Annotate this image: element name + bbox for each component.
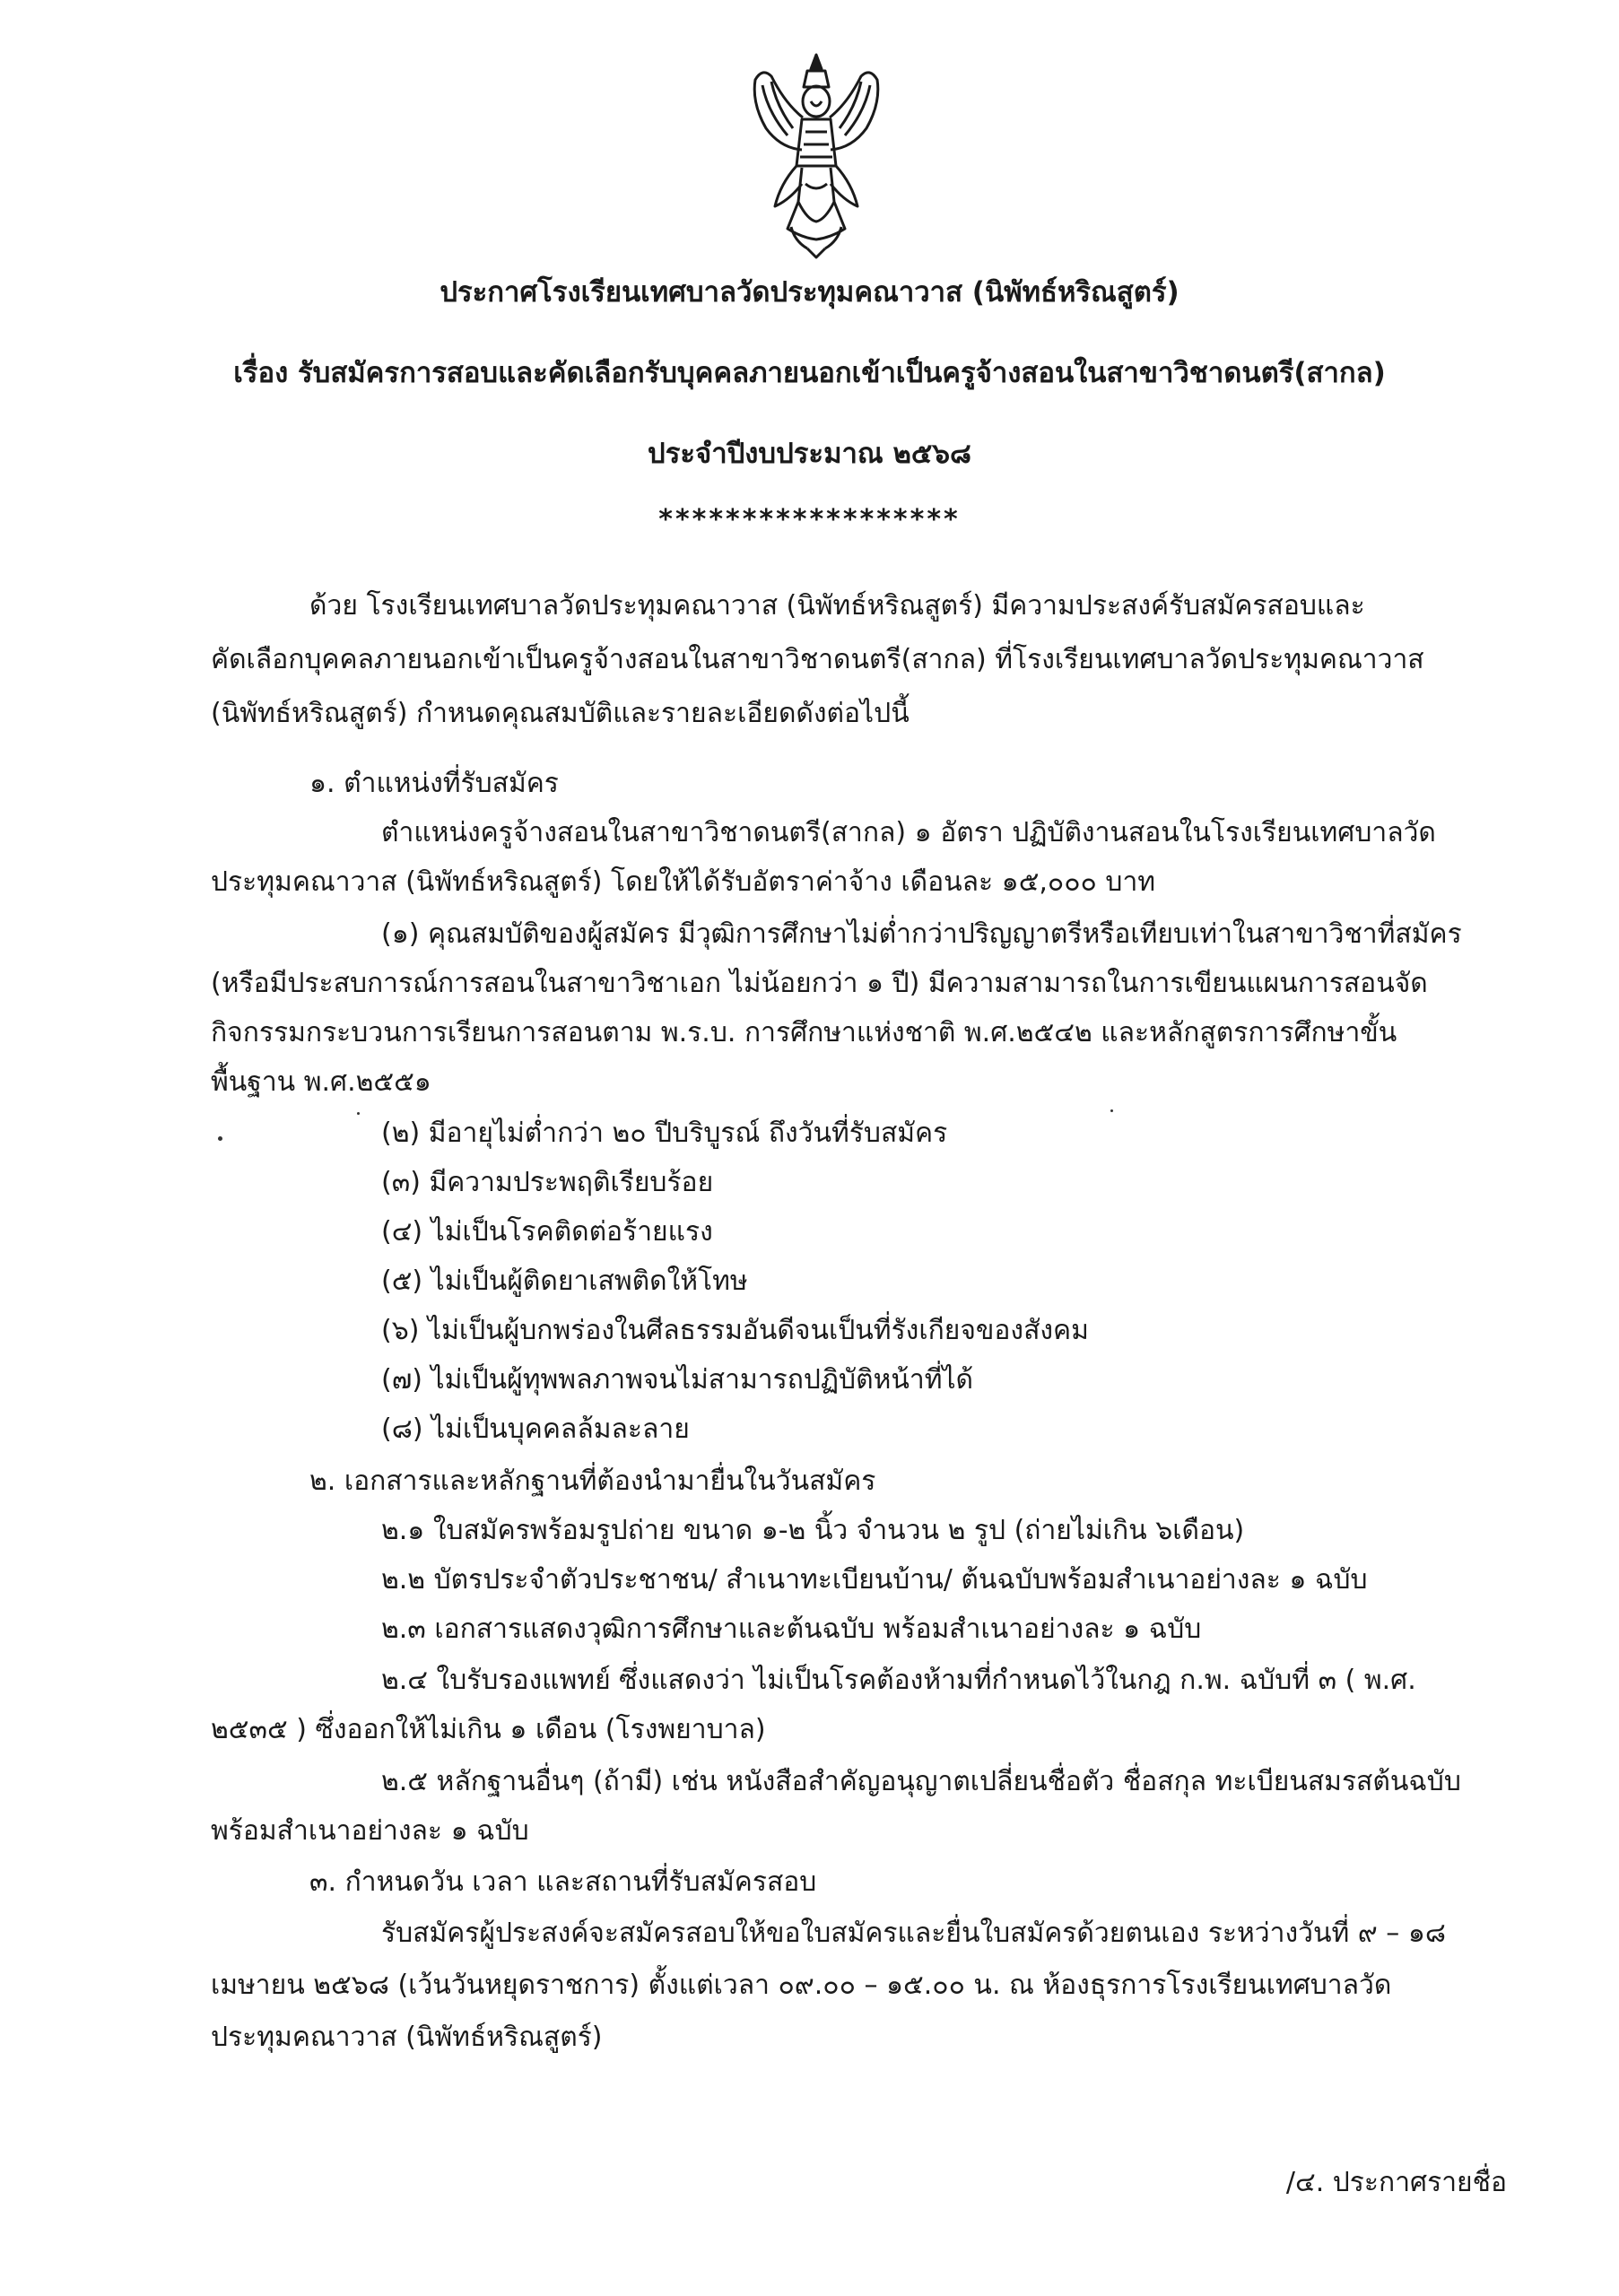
qualification-line: (หรือมีประสบการณ์การสอนในสาขาวิชาเอก ไม่น้อยกว่า ๑ ปี) มีความสามารถในการเขียนแผนการสอนจัด <box>211 968 1428 999</box>
intro-line: ด้วย โรงเรียนเทศบาลวัดประทุมคณาวาส (นิพัทธ์หริณสูตร์) มีความประสงค์รับสมัครสอบและ <box>309 590 1365 622</box>
qualification-item: (๗) ไม่เป็นผู้ทุพพลภาพจนไม่สามารถปฏิบัติหน้าที่ได้ <box>381 1364 974 1396</box>
qualification-line: พื้นฐาน พ.ศ.๒๕๕๑ <box>211 1066 431 1098</box>
document-item: ๒.๒ บัตรประจำตัวประชาชน/ สำเนาทะเบียนบ้าน/ ต้นฉบับพร้อมสำเนาอย่างละ ๑ ฉบับ <box>381 1564 1368 1596</box>
document-item: ๒.๔ ใบรับรองแพทย์ ซึ่งแสดงว่า ไม่เป็นโรคต้องห้ามที่กำหนดไว้ในกฎ ก.พ. ฉบับที่ ๓ ( พ.ศ. <box>381 1665 1416 1696</box>
document-item: ๒.๓ เอกสารแสดงวุฒิการศึกษาและต้นฉบับ พร้อมสำเนาอย่างละ ๑ ฉบับ <box>381 1613 1202 1645</box>
scan-speck <box>357 1112 360 1115</box>
schedule-line: รับสมัครผู้ประสงค์จะสมัครสอบให้ขอใบสมัครและยื่นใบสมัครด้วยตนเอง ระหว่างวันที่ ๙ – ๑๘ <box>381 1918 1447 1949</box>
section-3-heading: ๓. กำหนดวัน เวลา และสถานที่รับสมัครสอบ <box>309 1866 817 1898</box>
qualification-line: กิจกรรมกระบวนการเรียนการสอนตาม พ.ร.บ. การศึกษาแห่งชาติ พ.ศ.๒๕๔๒ และหลักสูตรการศึกษาขั้น <box>211 1017 1397 1048</box>
section-2-heading: ๒. เอกสารและหลักฐานที่ต้องนำมายื่นในวันสมัคร <box>309 1465 876 1497</box>
schedule-line: เมษายน ๒๕๖๘ (เว้นวันหยุดราชการ) ตั้งแต่เวลา ๐๙.๐๐ – ๑๕.๐๐ น. ณ ห้องธุรการโรงเรียนเทศบาลวัด <box>211 1970 1392 2001</box>
qualification-item: (๒) มีอายุไม่ต่ำกว่า ๒๐ ปีบริบูรณ์ ถึงวันที่รับสมัคร <box>381 1118 948 1149</box>
fiscal-year: ประจำปีงบประมาณ ๒๕๖๘ <box>648 438 971 470</box>
position-line: ตำแหน่งครูจ้างสอนในสาขาวิชาดนตรี(สากล) ๑ อัตรา ปฏิบัติงานสอนในโรงเรียนเทศบาลวัด <box>381 817 1436 848</box>
qualification-item: (๓) มีความประพฤติเรียบร้อย <box>381 1167 714 1198</box>
qualification-item: (๘) ไม่เป็นบุคคลล้มละลาย <box>381 1413 690 1445</box>
announcement-title: ประกาศโรงเรียนเทศบาลวัดประทุมคณาวาส (นิพัทธ์หริณสูตร์) <box>440 276 1179 309</box>
intro-line: คัดเลือกบุคคลภายนอกเข้าเป็นครูจ้างสอนในสาขาวิชาดนตรี(สากล) ที่โรงเรียนเทศบาลวัดประทุมคณาวาส <box>211 644 1424 675</box>
document-item: พร้อมสำเนาอย่างละ ๑ ฉบับ <box>211 1815 529 1847</box>
qualification-item: (๖) ไม่เป็นผู้บกพร่องในศีลธรรมอันดีจนเป็นที่รังเกียจของสังคม <box>381 1315 1089 1346</box>
scan-speck <box>1110 1109 1113 1112</box>
qualification-line: (๑) คุณสมบัติของผู้สมัคร มีวุฒิการศึกษาไม่ต่ำกว่าปริญญาตรีหรือเทียบเท่าในสาขาวิชาที่สมัคร <box>381 918 1462 950</box>
schedule-line: ประทุมคณาวาส (นิพัทธ์หริณสูตร์) <box>211 2022 603 2053</box>
section-1-heading: ๑. ตำแหน่งที่รับสมัคร <box>309 768 559 799</box>
page-continuation: /๔. ประกาศรายชื่อ <box>1285 2167 1507 2198</box>
position-line: ประทุมคณาวาส (นิพัทธ์หริณสูตร์) โดยให้ได้รับอัตราค่าจ้าง เดือนละ ๑๕,๐๐๐ บาท <box>211 866 1156 898</box>
garuda-emblem-icon <box>736 49 897 260</box>
intro-line: (นิพัทธ์หริณสูตร์) กำหนดคุณสมบัติและรายละเอียดดังต่อไปนี้ <box>211 698 910 729</box>
announcement-subject: เรื่อง รับสมัครการสอบและคัดเลือกรับบุคคลภายนอกเข้าเป็นครูจ้างสอนในสาขาวิชาดนตรี(สากล) <box>233 357 1386 389</box>
document-item: ๒๕๓๕ ) ซึ่งออกให้ไม่เกิน ๑ เดือน (โรงพยาบาล) <box>211 1714 766 1745</box>
separator-stars: ****************** <box>658 504 961 535</box>
document-item: ๒.๑ ใบสมัครพร้อมรูปถ่าย ขนาด ๑-๒ นิ้ว จำนวน ๒ รูป (ถ่ายไม่เกิน ๖เดือน) <box>381 1515 1245 1546</box>
qualification-item: (๔) ไม่เป็นโรคติดต่อร้ายแรง <box>381 1216 713 1248</box>
scan-speck <box>218 1136 222 1141</box>
document-item: ๒.๕ หลักฐานอื่นๆ (ถ้ามี) เช่น หนังสือสำคัญอนุญาตเปลี่ยนชื่อตัว ชื่อสกุล ทะเบียนสมรสต้นฉบับ <box>381 1766 1461 1797</box>
qualification-item: (๕) ไม่เป็นผู้ติดยาเสพติดให้โทษ <box>381 1265 748 1297</box>
